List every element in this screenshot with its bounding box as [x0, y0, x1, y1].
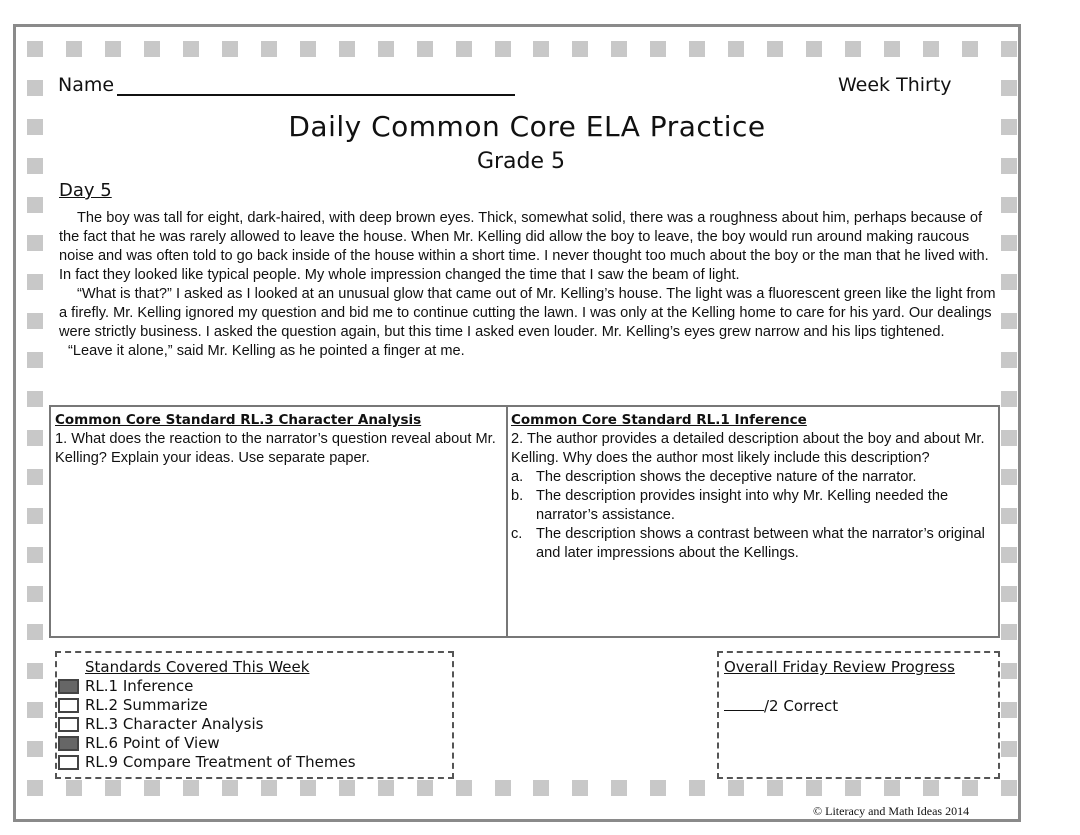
border-square: [27, 235, 43, 251]
border-square: [1001, 508, 1017, 524]
border-square: [611, 41, 627, 57]
border-square: [806, 41, 822, 57]
border-square: [923, 41, 939, 57]
border-square: [27, 702, 43, 718]
checkbox[interactable]: [58, 755, 79, 770]
border-square: [456, 41, 472, 57]
question-2-text: 2. The author provides a detailed description about the boy and about Mr. Kelling. Why does the author most likely include this description?: [511, 431, 985, 466]
border-square: [572, 41, 588, 57]
border-square: [300, 41, 316, 57]
border-square: [533, 780, 549, 796]
border-square: [1001, 780, 1017, 796]
standard-label: RL.6 Point of View: [85, 734, 220, 752]
border-square: [1001, 274, 1017, 290]
border-square: [261, 41, 277, 57]
border-square: [27, 274, 43, 290]
standard-item: [57, 715, 437, 734]
option-letter: b.: [511, 488, 524, 504]
option-letter: a.: [511, 469, 524, 485]
border-square: [105, 780, 121, 796]
border-square: [728, 780, 744, 796]
border-square: [27, 508, 43, 524]
border-square: [650, 780, 666, 796]
border-square: [222, 780, 238, 796]
border-square: [183, 41, 199, 57]
border-square: [27, 197, 43, 213]
questions-box: [49, 405, 1000, 638]
checkbox[interactable]: [58, 736, 79, 751]
passage-paragraph: “Leave it alone,” said Mr. Kelling as he pointed a finger at me.: [68, 343, 465, 359]
border-square: [1001, 430, 1017, 446]
border-square: [1001, 41, 1017, 57]
border-square: [1001, 352, 1017, 368]
border-square: [1001, 741, 1017, 757]
border-square: [27, 547, 43, 563]
option-text: The description shows a contrast between what the narrator’s original and later impressions about the Kellings.: [536, 526, 985, 561]
border-square: [1001, 702, 1017, 718]
border-square: [417, 780, 433, 796]
border-square: [27, 352, 43, 368]
border-square: [767, 41, 783, 57]
answer-option-b[interactable]: [511, 487, 993, 525]
question-2: [511, 411, 993, 563]
border-square: [611, 780, 627, 796]
standards-box: [55, 651, 454, 779]
standard-item: [57, 734, 437, 753]
border-square: [1001, 663, 1017, 679]
checkbox[interactable]: [58, 679, 79, 694]
passage-paragraph: The boy was tall for eight, dark-haired, with deep brown eyes. Thick, somewhat solid, there was a roughness about him, perhaps because of the fact that he was rarely allowed to leave the house. When Mr. Kelling did allow the boy to leave, the boy would run around making raucous noise and was often told to go back inside of the house within a short time. I never thought too much about the boy or the man that he lived with. In fact they looked like typical people. My whole impression changed the time that I saw the beam of light.: [59, 210, 989, 283]
copyright-text: © Literacy and Math Ideas 2014: [813, 804, 970, 818]
border-square: [689, 780, 705, 796]
option-letter: c.: [511, 526, 523, 542]
score-blank[interactable]: [724, 698, 764, 711]
border-square: [962, 780, 978, 796]
border-square: [144, 780, 160, 796]
border-square: [378, 41, 394, 57]
border-square: [884, 41, 900, 57]
border-square: [533, 41, 549, 57]
answer-option-a[interactable]: [511, 468, 993, 487]
border-square: [66, 780, 82, 796]
reading-passage: [59, 209, 999, 361]
passage-paragraph: “What is that?” I asked as I looked at an unusual glow that came out of Mr. Kelling’s house. The light was a fluorescent green like the light from a firefly. Mr. Kelling ignored my question and bid me to continue cutting the lawn. I was only at the Kelling home to care for his yard. Our dealings were strictly business. I asked the question again, but this time I asked even louder. Mr. Kelling’s eyes grew narrow and his lips tightened.: [59, 286, 996, 340]
border-square: [378, 780, 394, 796]
question-1-text: 1. What does the reaction to the narrator’s question reveal about Mr. Kelling? Explain your ideas. Use separate paper.: [55, 431, 496, 466]
border-square: [767, 780, 783, 796]
border-square: [1001, 313, 1017, 329]
page-title: Daily Common Core ELA Practice: [288, 110, 766, 143]
checkbox[interactable]: [58, 717, 79, 732]
border-square: [27, 391, 43, 407]
border-square: [1001, 391, 1017, 407]
border-square: [1001, 469, 1017, 485]
name-label: Name: [58, 74, 115, 96]
standard-label: RL.3 Character Analysis: [85, 715, 264, 733]
border-square: [1001, 197, 1017, 213]
border-square: [339, 780, 355, 796]
border-square: [27, 663, 43, 679]
border-square: [27, 780, 43, 796]
border-square: [300, 780, 316, 796]
question-1: [55, 411, 500, 468]
standards-list: [57, 677, 437, 772]
border-square: [261, 780, 277, 796]
grade-label: Grade 5: [476, 149, 566, 174]
border-square: [27, 313, 43, 329]
border-square: [27, 624, 43, 640]
standard-label: RL.1 Inference: [85, 677, 194, 695]
question-1-heading: Common Core Standard RL.3 Character Analysis: [55, 412, 422, 428]
week-label: Week Thirty: [838, 74, 952, 96]
border-square: [144, 41, 160, 57]
border-square: [183, 780, 199, 796]
question-2-heading: Common Core Standard RL.1 Inference: [511, 412, 807, 428]
border-square: [27, 41, 43, 57]
border-square: [1001, 624, 1017, 640]
border-square: [495, 780, 511, 796]
border-square: [1001, 235, 1017, 251]
border-square: [650, 41, 666, 57]
standards-heading: Standards Covered This Week: [85, 658, 310, 676]
border-square: [339, 41, 355, 57]
name-field-line[interactable]: [117, 94, 515, 96]
standard-label: RL.9 Compare Treatment of Themes: [85, 753, 356, 771]
standard-item: [57, 677, 437, 696]
progress-box: [717, 651, 1000, 779]
option-text: The description shows the deceptive nature of the narrator.: [536, 469, 917, 485]
border-square: [417, 41, 433, 57]
border-square: [884, 780, 900, 796]
progress-heading: Overall Friday Review Progress: [724, 658, 955, 676]
border-square: [572, 780, 588, 796]
standard-item: [57, 696, 437, 715]
border-square: [845, 41, 861, 57]
border-square: [728, 41, 744, 57]
border-square: [1001, 547, 1017, 563]
standard-label: RL.2 Summarize: [85, 696, 208, 714]
border-square: [845, 780, 861, 796]
score-text: /2 Correct: [764, 697, 839, 715]
border-square: [27, 80, 43, 96]
border-square: [1001, 586, 1017, 602]
border-square: [27, 469, 43, 485]
border-square: [923, 780, 939, 796]
progress-score: [724, 697, 838, 715]
column-divider: [506, 407, 508, 636]
border-square: [27, 430, 43, 446]
border-square: [27, 586, 43, 602]
border-square: [962, 41, 978, 57]
answer-option-c[interactable]: [511, 525, 993, 563]
border-square: [689, 41, 705, 57]
border-square: [456, 780, 472, 796]
checkbox[interactable]: [58, 698, 79, 713]
day-label: Day 5: [59, 180, 112, 201]
option-text: The description provides insight into why Mr. Kelling needed the narrator’s assistance.: [536, 488, 949, 523]
border-square: [66, 41, 82, 57]
border-square: [222, 41, 238, 57]
border-square: [495, 41, 511, 57]
border-square: [105, 41, 121, 57]
border-square: [806, 780, 822, 796]
border-square: [1001, 80, 1017, 96]
standard-item: [57, 753, 437, 772]
border-square: [27, 741, 43, 757]
